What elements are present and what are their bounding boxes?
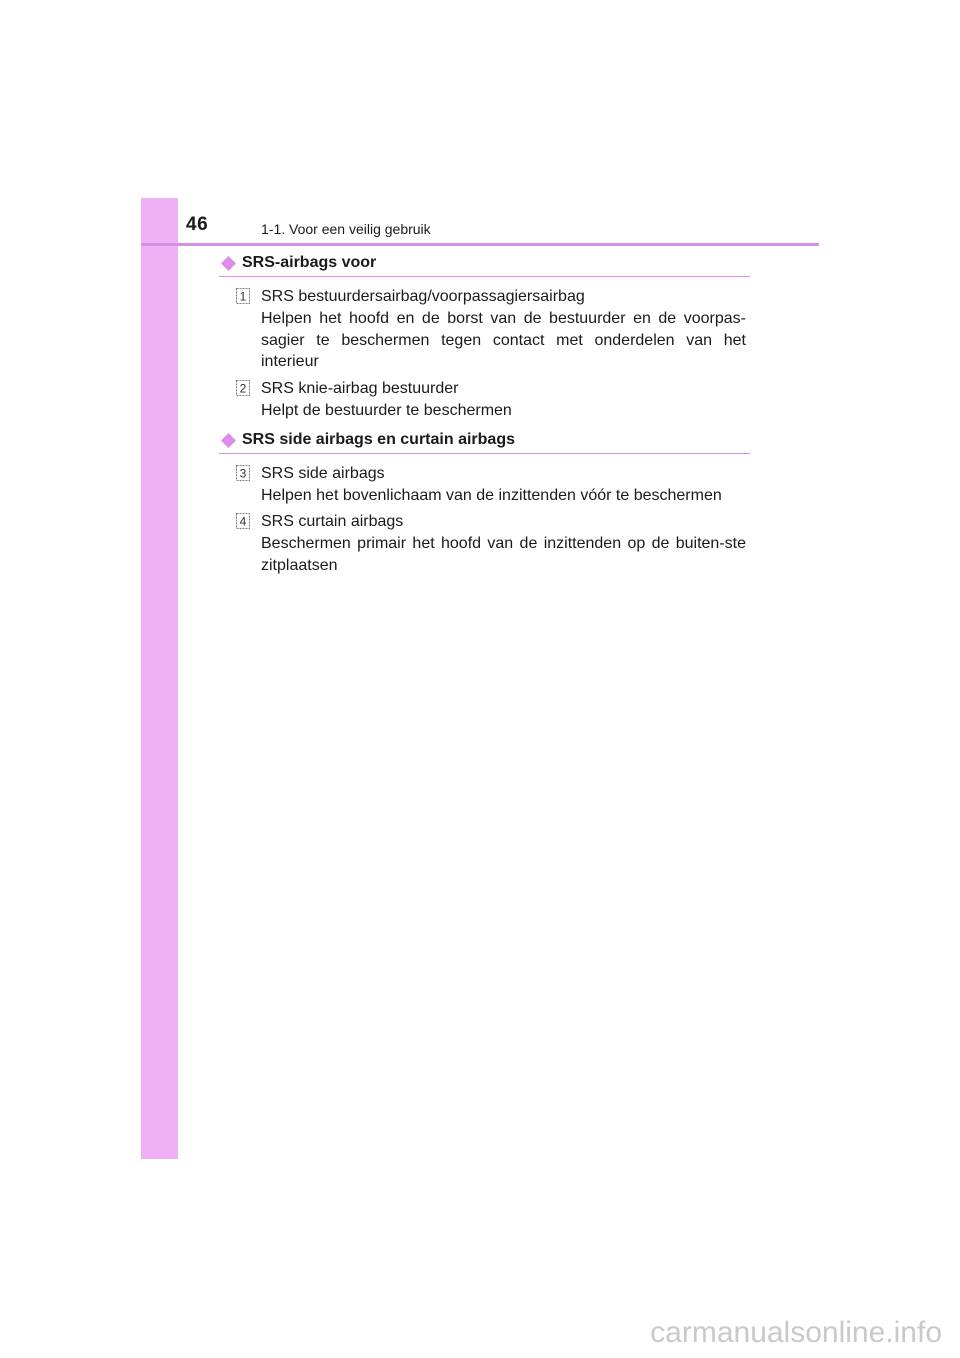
- svg-text:2: 2: [239, 381, 247, 396]
- item-title: SRS knie-airbag bestuurder: [261, 380, 459, 397]
- list-item: [236, 378, 746, 422]
- section-heading-front-airbags: [219, 254, 750, 277]
- page-number: 46: [186, 214, 209, 235]
- item-title: SRS curtain airbags: [261, 513, 404, 530]
- svg-text:4: 4: [239, 514, 247, 529]
- svg-text:1: 1: [239, 289, 247, 304]
- section-heading-side-curtain-airbags: [219, 431, 750, 454]
- section-label: 1-1. Voor een veilig gebruik: [261, 221, 431, 237]
- header-rule: [141, 243, 819, 246]
- chapter-side-tab: [141, 198, 178, 1159]
- watermark: carmanualsonline.info: [650, 1316, 942, 1349]
- item-title: SRS bestuurdersairbag/voorpassagiersairbag: [261, 288, 585, 305]
- section-heading-text: SRS-airbags voor: [242, 254, 377, 271]
- svg-text:3: 3: [239, 466, 247, 481]
- number-badge-icon: [236, 380, 250, 396]
- list-item: [236, 511, 746, 579]
- item-description: Helpt de bestuurder te beschermen: [261, 402, 512, 419]
- number-badge-icon: [236, 513, 250, 529]
- item-title: SRS side airbags: [261, 465, 385, 482]
- item-description: Helpen het bovenlichaam van de inzittenden vóór te beschermen: [261, 487, 722, 504]
- section-heading-text: SRS side airbags en curtain airbags: [242, 431, 515, 448]
- diamond-bullet-icon: [221, 256, 236, 271]
- list-item: [236, 286, 746, 376]
- item-description: Helpen het hoofd en de borst van de bestuurder en de voorpas-sagier te beschermen tegen contact met onderdelen van het interieur: [261, 310, 746, 371]
- item-description: Beschermen primair het hoofd van de inzittenden op de buiten-ste zitplaatsen: [261, 535, 746, 574]
- number-badge-icon: [236, 288, 250, 304]
- diamond-bullet-icon: [221, 433, 236, 448]
- number-badge-icon: [236, 465, 250, 481]
- list-item: [236, 463, 746, 507]
